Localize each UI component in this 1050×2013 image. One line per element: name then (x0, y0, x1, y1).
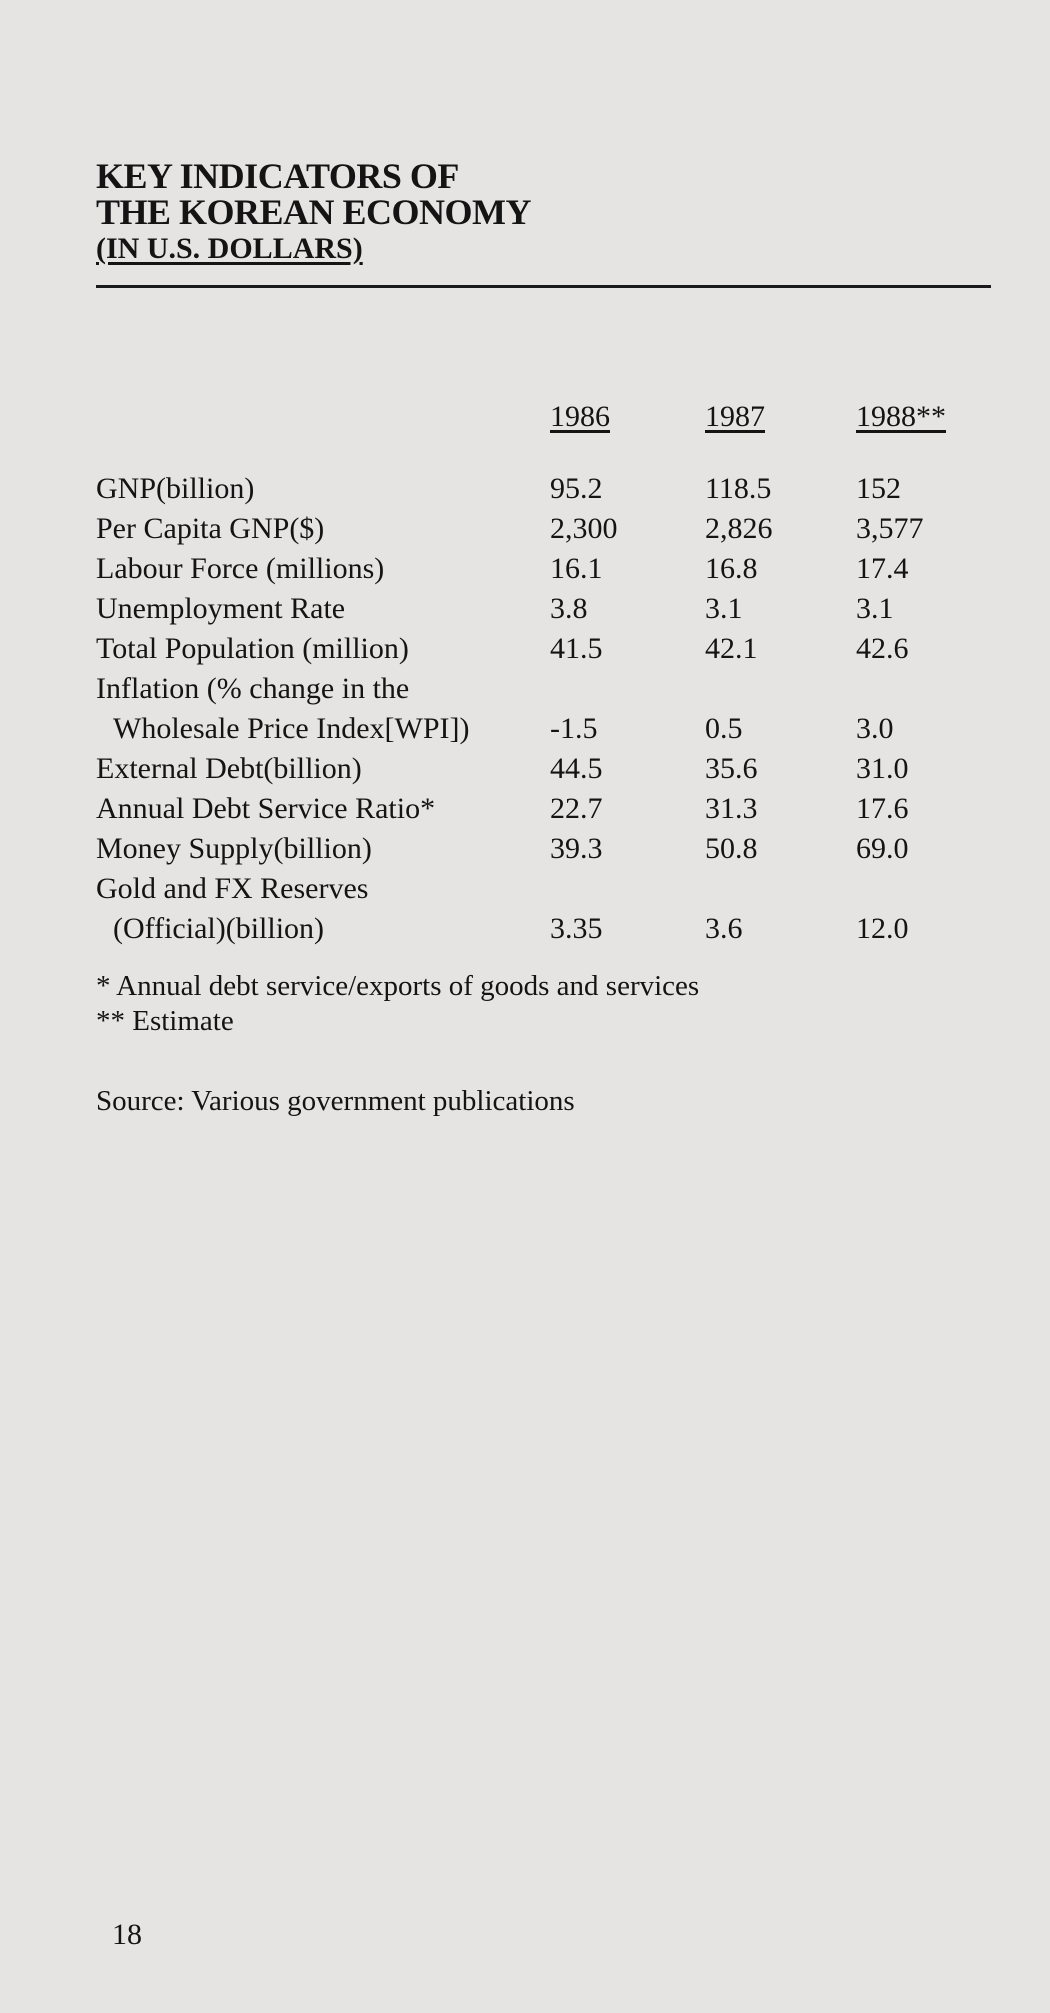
source-note: Source: Various government publications (96, 1085, 575, 1117)
row-label: Per Capita GNP($) (96, 512, 325, 545)
row-label: (Official)(billion) (113, 912, 325, 945)
cell-1988: 31.0 (856, 752, 909, 785)
cell-1987: 31.3 (705, 792, 758, 825)
column-header-1987: 1987 (705, 400, 765, 433)
row-label: Inflation (% change in the (96, 672, 410, 705)
cell-1988: 3,577 (856, 512, 924, 545)
cell-1986: 95.2 (550, 472, 603, 505)
cell-1987: 50.8 (705, 832, 758, 865)
cell-1987: 2,826 (705, 512, 773, 545)
cell-1987: 3.1 (705, 592, 743, 625)
cell-1986: 3.35 (550, 912, 603, 945)
column-header-1988: 1988** (856, 400, 946, 433)
column-header-1986: 1986 (550, 400, 610, 433)
cell-1987: 0.5 (705, 712, 743, 745)
cell-1986: 41.5 (550, 632, 603, 665)
row-label: Money Supply(billion) (96, 832, 372, 865)
cell-1988: 42.6 (856, 632, 909, 665)
page-number: 18 (112, 1918, 142, 1951)
cell-1987: 42.1 (705, 632, 758, 665)
title-block (96, 158, 996, 266)
cell-1988: 17.6 (856, 792, 909, 825)
cell-1988: 69.0 (856, 832, 909, 865)
cell-1986: 22.7 (550, 792, 603, 825)
cell-1988: 3.0 (856, 712, 894, 745)
row-label: Unemployment Rate (96, 592, 346, 625)
heading-rule (96, 285, 991, 288)
cell-1987: 35.6 (705, 752, 758, 785)
cell-1987: 118.5 (705, 472, 772, 505)
subtitle: (IN U.S. DOLLARS) (96, 232, 363, 265)
title-line-2: THE KOREAN ECONOMY (96, 192, 532, 232)
cell-1987: 3.6 (705, 912, 743, 945)
cell-1986: 16.1 (550, 552, 603, 585)
cell-1986: -1.5 (550, 712, 598, 745)
row-label: External Debt(billion) (96, 752, 362, 785)
cell-1986: 39.3 (550, 832, 603, 865)
footnote-single-asterisk: * Annual debt service/exports of goods and services (96, 970, 700, 1002)
row-label: Wholesale Price Index[WPI]) (113, 712, 470, 745)
title-line-1: KEY INDICATORS OF (96, 156, 459, 196)
row-label: Gold and FX Reserves (96, 872, 369, 905)
row-label: GNP(billion) (96, 472, 255, 505)
cell-1987: 16.8 (705, 552, 758, 585)
cell-1988: 3.1 (856, 592, 894, 625)
row-label: Annual Debt Service Ratio* (96, 792, 436, 825)
cell-1988: 12.0 (856, 912, 909, 945)
cell-1986: 3.8 (550, 592, 588, 625)
footnote-double-asterisk: ** Estimate (96, 1005, 234, 1037)
cell-1986: 2,300 (550, 512, 618, 545)
cell-1988: 17.4 (856, 552, 909, 585)
cell-1986: 44.5 (550, 752, 603, 785)
cell-1988: 152 (856, 472, 901, 505)
row-label: Labour Force (millions) (96, 552, 385, 585)
row-label: Total Population (million) (96, 632, 409, 665)
